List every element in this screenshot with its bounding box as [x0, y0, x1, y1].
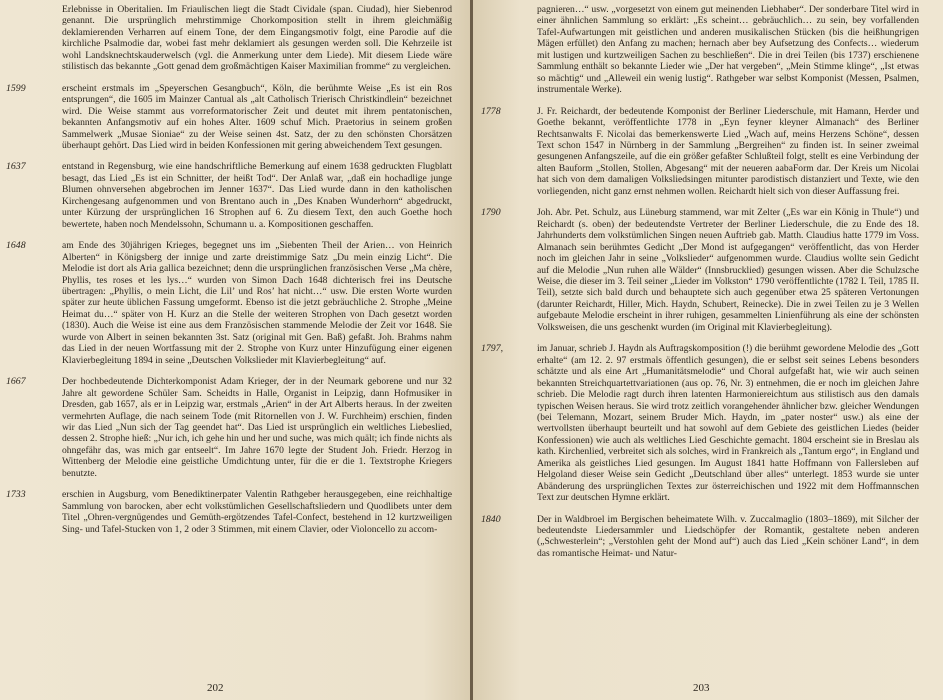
entry-text: Der hochbedeutende Dichterkomponist Adam Krieger, der in der Neumark geborene und nur 32 Jahre alt gewordene Schüler Sam. Scheidts in Halle, Organist in Leipzig, dann Hofmusiker in Dresden, gab 1657, als er in Leipzig war, erstmals „Arien“ in der Art Alberts heraus. In der zweiten vermehrten Auflage, die nach seinem Tode (mit Ritornellen von J. W. Furchheim) erschien, finden wir das Lied „Nun sich der Tag geendet hat“. Das Lied ist ursprünglich ein weltliches Liebeslied, dessen 2. Strophe hieß: „Nur ich, ich gehe hin und her und suche, was mich quält; ich finde nichts als ohngefähr das, was mich gar entseelt“. Im Jahre 1670 legte der Student Joh. Friedr. Herzog in Wittenberg der Melodie eine geistliche Umdichtung unter, für die er die 1. Textstrophe Kriegers benutzte. [62, 376, 452, 479]
left-page-text [6, 4, 452, 545]
entry-continuation [481, 4, 919, 96]
entry-text: pagnieren…“ usw. „vorgesetzt von einem gut meinenden Liebhaber“. Der sonderbare Titel wird in einer ähnlichen Sammlung so erklärt: „Es scheint… gebräuchlich… zu sein, bey vorfallenden Tafel-Aufwartungen mit geistlichen und anderen musikalischen Stücken (bis die heißhungrigen Mägen erfüllet) den Anfang zu machen; hernach aber bey Aufsetzung des Confects… wiederum mit lustigen und kurtzweiligen Sachen zu beschließen“. Die in drei Teilen (bis 1737) erschienene Sammlung enthält so bekannte Lieder wie „Der hat vergeben“, „Mein Stimme klinge“, „Ist etwas so mächtig“ und „Alleweil ein wenig lustig“. Rathgeber war selbst Komponist (Messen, Psalmen, instrumentale Werke). [537, 4, 919, 96]
entry-1778 [481, 106, 919, 198]
entry-text: Erlebnisse in Oberitalien. Im Friaulischen liegt die Stadt Cividale (span. Ciudad), hier Siebenrod genannt. Die ursprünglich mehrstimmige Chorkomposition stellt in ihrem gleichmäßig deklamierenden Verharren auf einem Tone, der dem Eingangsmotiv folgt, eine Parodie auf die kirchliche Psalmodie dar, wobei fast mehr deklamiert als gesungen werden soll. Die Kehrzeile ist wohl Landsknechtskauderwelsch (vgl. die Anmerkung unter dem Liede). Mit diesem Liede wäre stilistisch das bekannte „Gott genad dem großmächtigen Kaiser Maximilian fromme“ zu vergleichen. [62, 4, 452, 73]
entry-text: am Ende des 30jährigen Krieges, begegnet uns im „Siebenten Theil der Arien… von Heinrich Alberten“ in Königsberg der innige und zarte dreistimmige Satz „Du mein einzig Licht“. Die Melodie ist dort als Aria gallica bezeichnet; denn die ursprünglichen französischen Verse „Ma chère, Phyllis, tes roses et les lys…“ wurden von Simon Dach 1648 dichterisch frei ins Deutsche übertragen: „Phyllis, o mein Licht, die Lil’ und Ros’ hat nicht…“ usw. Die ersten Worte wurden später zur heute üblichen Fassung umgeformt. Ebenso ist die jetzt gebräuchliche 2. Strophe „Meine Heimat du…“ später von H. Kurz an die Stelle der weiteren Strophen von Dach gesetzt worden (1830). Auch die Weise ist eine aus dem Französischen stammende Melodie der Zeit vor 1648. Sie wurde von Albert in seinen bekannten 3st. Satz (original mit Gen. Baß) gefaßt. Joh. Brahms nahm das Lied in der neuen Wortfassung mit der 2. Strophe von Kurz unter Hinzufügung einer eigenen Klavierbegleitung 1894 in seine „Deutschen Volkslieder mit Klavierbegleitung“ auf. [62, 240, 452, 366]
entry-text: J. Fr. Reichardt, der bedeutende Komponist der Berliner Liederschule, mit Hamann, Herder und Goethe bekannt, veröffentlichte 1778 in „Eyn feyner kleyner Almanach“ des Berliner Rechtsanwalts F. Nicolai das bemerkenswerte Lied „Wach auf, meins Herzens Schöne“, dessen Text schon 1547 in Nürnberg in der Sammlung „Bergreihen“ zu finden ist. In seiner zweimal gesungenen Anfangszeile, auf die ein größer gefaßter Schlußteil folgt, stellt es eine Verbindung der alten Bauform „Stollen, Stollen, Abgesang“ mit der neueren aabaForm dar. Der Kreis um Nicolai hat sich von dem damaligen Volksliedsingen mitunter parodistisch distanziert und Texte, wie den vorliegenden, nicht ganz ernst nehmen wollen. Reichardt hielt sich von dieser Auffassung frei. [537, 105, 919, 197]
right-page [473, 0, 943, 700]
page-number: 203 [693, 682, 710, 694]
entry-text: erschien in Augsburg, vom Benediktinerpater Valentin Rathgeber herausgegeben, eine reichhaltige Sammlung von barocken, aber echt volkstümlichen Gesellschaftsliedern und Quodlibets unter dem Titel „Ohren-vergnügendes und Gemüth-ergötzendes Tafel-Confect, bestehend in 12 kurtzweiligen Sing- und Tafel-Stucken von 1, 2 oder 3 Stimmen, mit einem Clavier, oder Violoncello zu accom- [62, 489, 452, 535]
entry-text: entstand in Regensburg, wie eine handschriftliche Bemerkung auf einem 1638 gedruckten Flugblatt besagt, das Lied „Es ist ein Schnitter, der heißt Tod“. Der Anlaß war, „daß ein hochadlige junge Blumen ohnversehen abgebrochen im Jenner 1637“. Das Lied wurde dann in den katholischen Kirchengesang aufgenommen und von Brentano auch in „Des Knaben Wunderhorn“ abgedruckt, unter Kürzung der ursprünglichen 16 Strophen auf 6. Zu diesem Text, den auch Goethe hoch bewertete, haben noch Mendelssohn, Schumann u. a. Kompositionen geschaffen. [62, 161, 452, 230]
entry-year: 1648 [6, 240, 26, 252]
entry-1790 [481, 207, 919, 333]
right-page-text [481, 4, 919, 569]
entry-1797 [481, 343, 919, 503]
entry-text: erscheint erstmals im „Speyerschen Gesangbuch“, Köln, die berühmte Weise „Es ist ein Ros entsprungen“, die 1605 im Mainzer Cantual als „alt Catholisch Trierisch Christkindlein“ bezeichnet wird. Die Weise stammt aus vorreformatorischer Zeit und deutet mit ihrem pentatonischen, bekannten Anfangsmotiv auf ein hohes Alter. 1609 schuf Mich. Praetorius in seinem großen Sammelwerk „Musae Sioniae“ zu der Weise seinen 4st. Satz, der zu den schönsten Chorsätzen überhaupt gehört. Das Lied wird in beiden Konfessionen mit gering abweichendem Text gesungen. [62, 82, 452, 151]
entry-1599 [6, 83, 452, 152]
entry-1733 [6, 489, 452, 535]
entry-year: 1797, [481, 343, 504, 355]
entry-1637 [6, 161, 452, 230]
entry-year: 1667 [6, 376, 26, 388]
entry-1667 [6, 376, 452, 479]
entry-text: im Januar, schrieb J. Haydn als Auftragskomposition (!) die berühmt gewordene Melodie des „Gott erhalte“ (am 12. 2. 97 erstmals öffentlich gesungen), die er selbst seit seines Lebens besonders schätzte und als eine Art „Humanitätsmelodie“ und Choral aufgefaßt hat, wie wir auch seinen bekannten Streichquartettvariationen (aus op. 76, Nr. 3) entnehmen, die er noch im gleichen Jahre schrieb. Die Melodie ragt durch ihren latenten Harmoniereichtum aus stilistisch aus den damals typischen Weisen heraus. Sie wird trotz zeitlich vorangehender ähnlicher bzw. gleicher Wendungen (bei Telemann, Mozart, seinem Bruder Mich. Haydn, im „pater noster“ usw.) als eine der wertvollsten überhaupt beurteilt und hat sowohl auf dem Gebiete des geistlichen Liedes (beider Konfessionen) wie auch als weltliches Lied Geschichte gemacht. 1804 erscheint sie in Breslau als kath. Kirchenlied, verbreitet sich als solches, wird in Frankreich als „Tantum ergo“, in England und Amerika als geistliches Lied gesungen. Im August 1841 hatte Hoffmann von Fallersleben auf Helgoland dieser Weise sein Gedicht „Deutschland über alles“ unterlegt. 1853 wurde sie unter Abänderung des ursprünglichen Textes zur österreichischen und 1922 mit dem Hoffmannschen Text zur deutschen Hymne erklärt. [537, 343, 919, 504]
entry-year: 1733 [6, 489, 26, 501]
entry-year: 1790 [481, 207, 501, 219]
page-number: 202 [207, 682, 224, 694]
entry-1648 [6, 240, 452, 366]
left-page [0, 0, 470, 700]
entry-text: Joh. Abr. Pet. Schulz, aus Lüneburg stammend, war mit Zelter („Es war ein König in Thule“) und Reichardt (s. oben) der bedeutendste Vertreter der Berliner Liederschule, die zu Ende des 18. Jahrhunderts dem volkstümlichen Singen neuen Auftrieb gab. Matth. Claudius hatte 1779 im Voss. Almanach sein berühmtes Gedicht „Der Mond ist aufgegangen“ veröffentlicht, das von Herder noch im gleichen Jahr in seine „Volkslieder“ aufgenommen wurde. Claudius wollte sein Gedicht auf die Melodie „Nun ruhen alle Wälder“ (Innsbrucklied) gesungen wissen. Aber die Schulzsche Weise, die dieser im 3. Teil seiner „Lieder im Volkston“ 1790 veröffentlichte (1782 I. Teil, 1785 II. Teil), setzte sich bald durch und behauptete sich auch gegenüber etwa 25 späteren Vertonungen (darunter Reichardt, Hiller, Mich. Haydn, Schubert, Reinecke). Die in zwei Teilen zu je 3 Wellen aufgebaute Melodie erscheint in ihrer ruhigen, gesammelten Linienführung als eine der schönsten Volksweisen, die uns geschenkt wurden (im Original mit Klavierbegleitung). [537, 207, 919, 333]
entry-text: Der in Waldbroel im Bergischen beheimatete Wilh. v. Zuccalmaglio (1803–1869), mit Silcher der bedeutendste Liedersammler und Liedschöpfer der Romantik, gestaltete neben anderen („Schwesterlein“; „Verstohlen geht der Mond auf“) auch das Lied „Kein schöner Land“, in dem das romantische Heimat- und Natur- [537, 513, 919, 559]
entry-1840 [481, 514, 919, 560]
entry-year: 1599 [6, 82, 26, 94]
entry-year: 1840 [481, 513, 501, 525]
entry-year: 1637 [6, 161, 26, 173]
entry-year: 1778 [481, 105, 501, 117]
entry-continuation [6, 4, 452, 73]
